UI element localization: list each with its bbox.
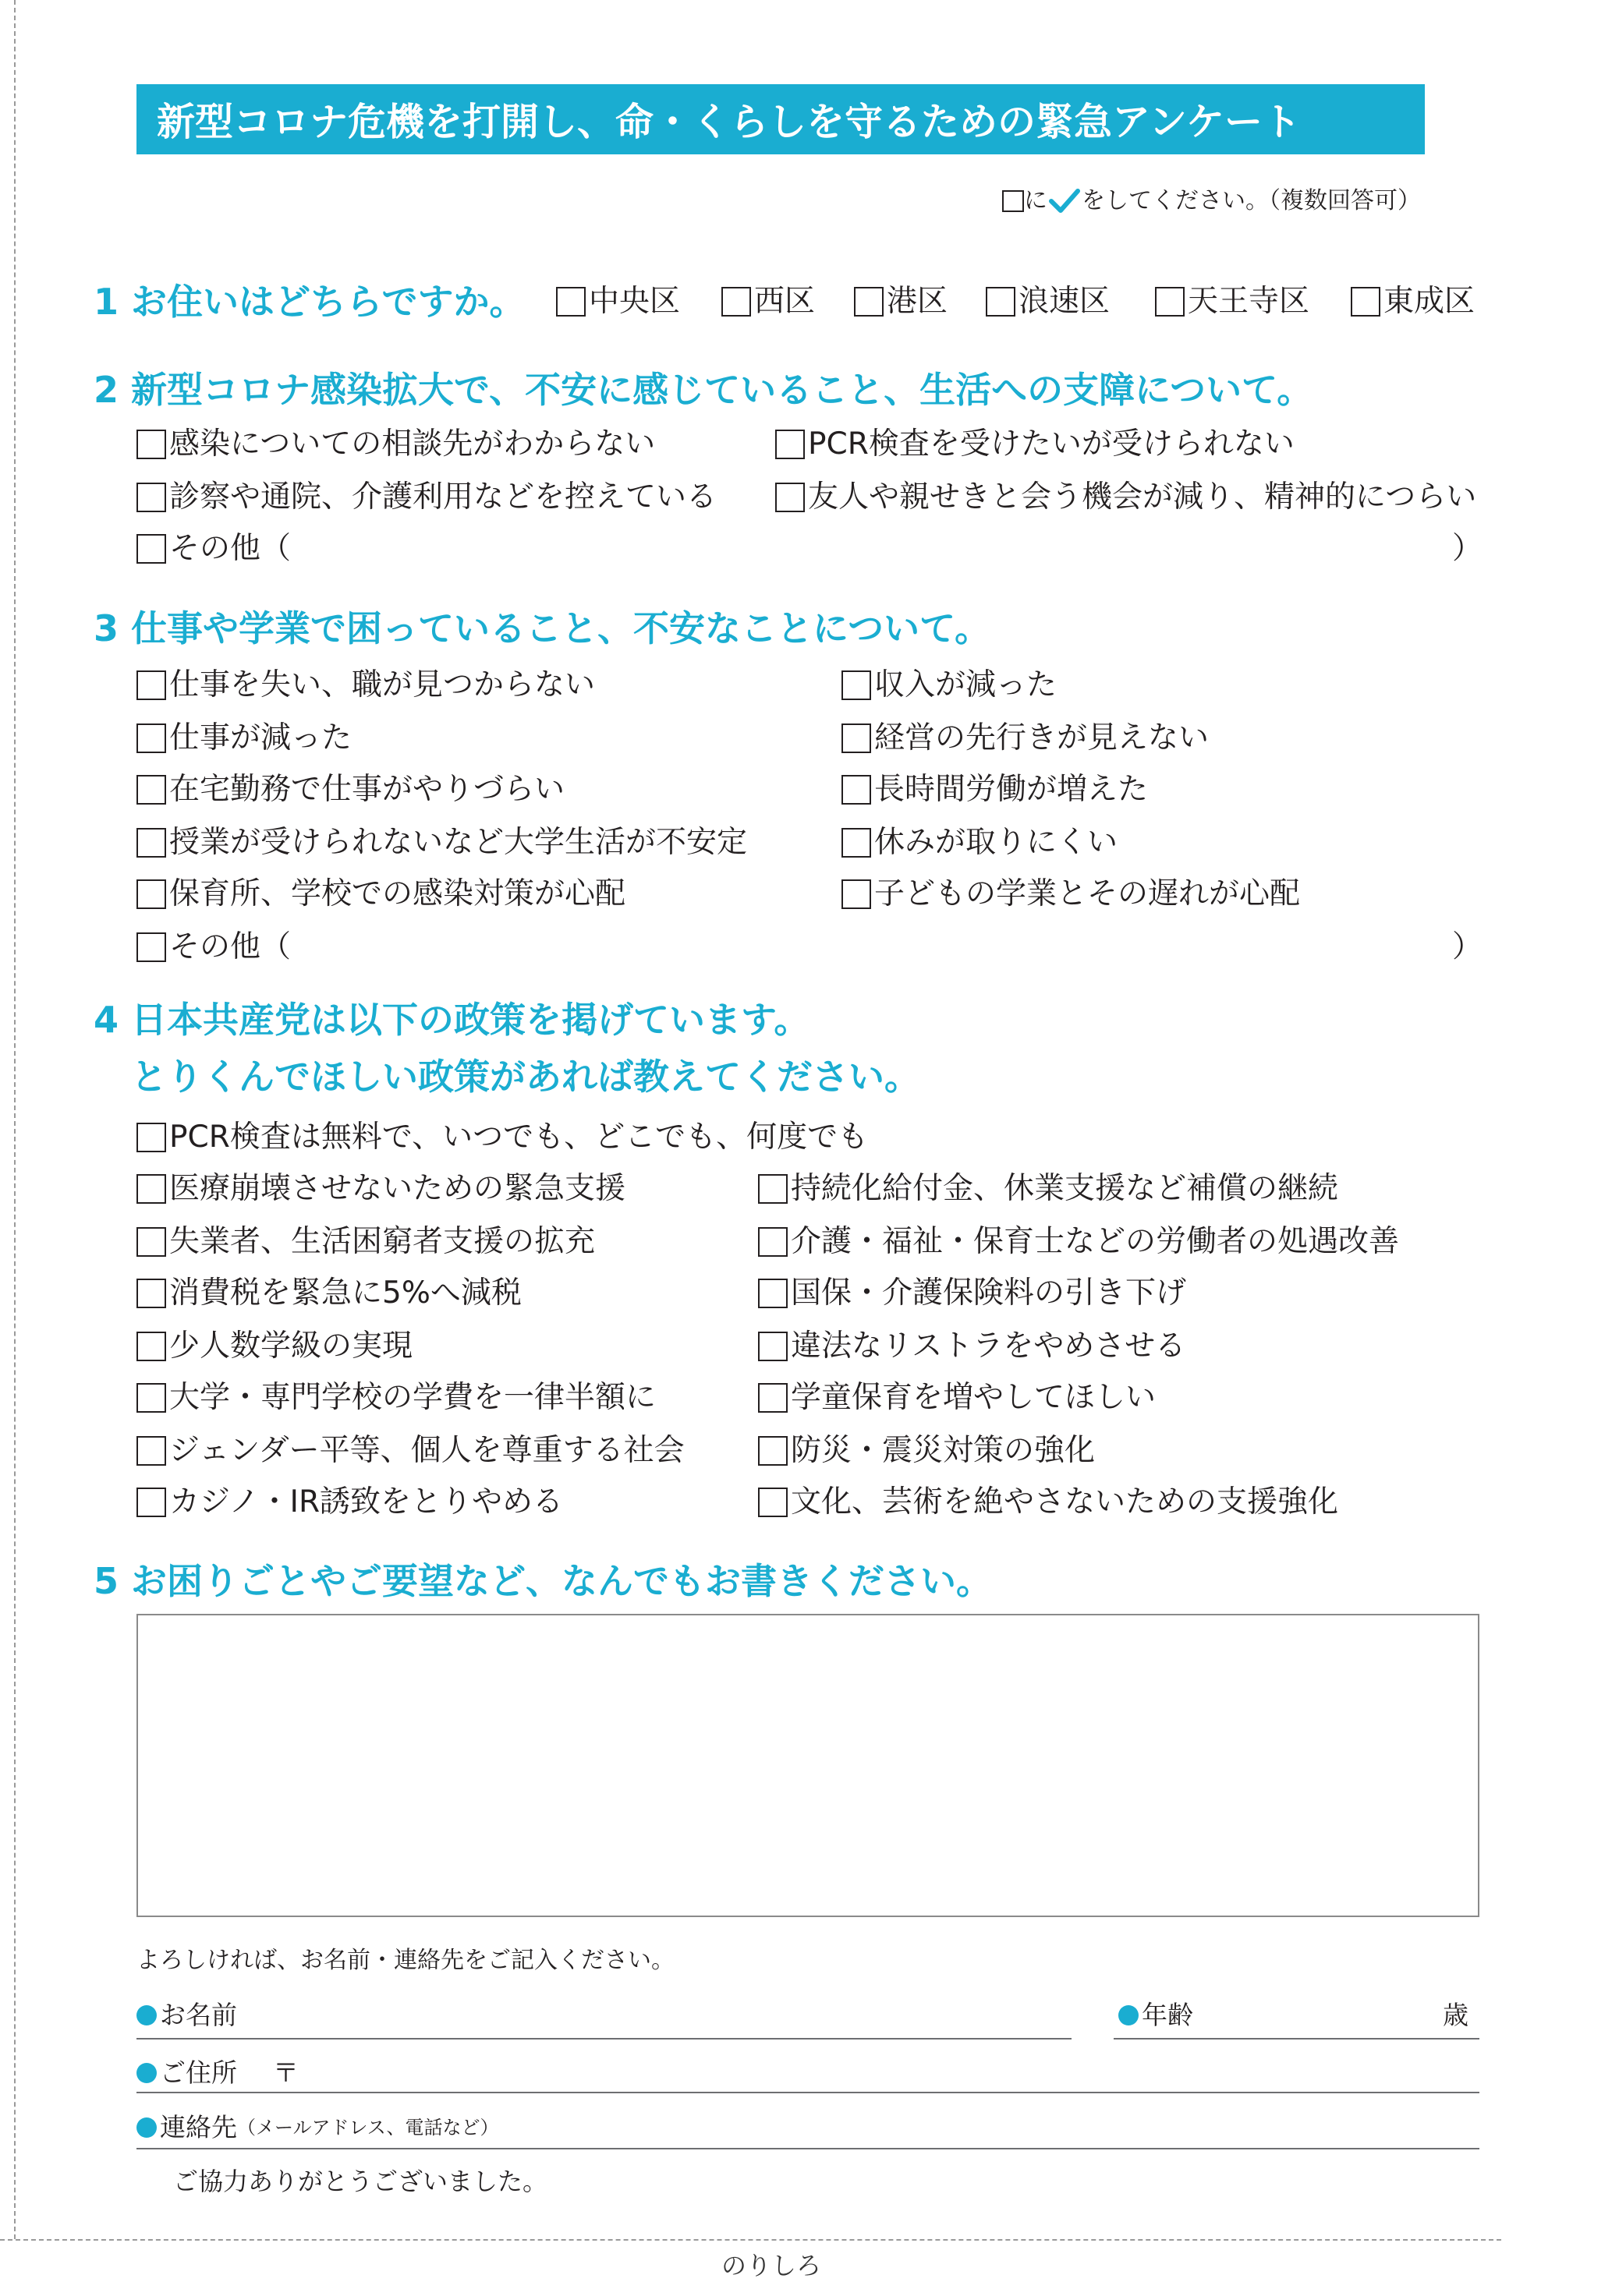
checkbox[interactable] [841,723,871,753]
checkbox[interactable] [136,879,166,909]
option-label: 介護・福祉・保育士などの労働者の処遇改善 [791,1224,1400,1259]
q4-option[interactable] [136,1275,522,1312]
check-mark-icon [1049,188,1080,214]
checkbox[interactable] [758,1488,788,1517]
checkbox[interactable] [854,287,884,317]
title-banner [136,84,1425,154]
q4-option[interactable] [758,1432,1095,1470]
q1-option[interactable] [1351,283,1475,320]
contact-intro: よろしければ、お名前・連絡先をご記入ください。 [136,1947,675,1974]
age-field[interactable] [1114,2038,1479,2040]
q3-option[interactable] [841,720,1209,757]
q4-question-line-1: 日本共産党は以下の政策を掲げています。 [131,999,810,1041]
q5-number: 5 [94,1560,119,1602]
q4-option[interactable] [758,1379,1156,1417]
q4-option[interactable] [758,1170,1338,1208]
contact-hint: （メールアドレス、電話など） [237,2117,499,2139]
free-comment-box[interactable] [136,1614,1479,1917]
option-label: ジェンダー平等、個人を尊重する社会 [169,1433,685,1468]
q4-option[interactable] [136,1484,563,1521]
q3-option[interactable] [136,720,352,757]
option-label: 長時間労働が増えた [874,772,1149,807]
option-label: 感染についての相談先がわからない [169,426,656,462]
option-label: 文化、芸術を絶やさないための支援強化 [791,1484,1339,1519]
instruction-part-2: をしてください。（複数回答可） [1082,187,1421,214]
q3-option[interactable] [841,771,1148,808]
checkbox[interactable] [721,287,751,317]
fold-label: のりしろ [721,2251,822,2280]
checkbox[interactable] [1351,287,1380,317]
checkbox[interactable] [136,1488,166,1517]
instruction-part-1: に [1024,187,1047,214]
option-label: カジノ・IR誘致をとりやめる [169,1484,564,1519]
address-field[interactable] [136,2092,1479,2093]
checkbox[interactable] [841,775,871,805]
checkbox[interactable] [775,430,805,459]
option-label: 浪速区 [1019,284,1111,319]
contact-label-text: 連絡先 [160,2112,237,2142]
q3-question: 仕事や学業で困っていること、不安なことについて。 [131,607,991,649]
q1-option[interactable] [1155,283,1309,320]
option-label: 中央区 [589,284,681,319]
checkbox[interactable] [775,483,805,512]
q1-question: お住いはどちらですか。 [131,281,526,323]
q4-option[interactable] [758,1484,1338,1521]
page-title: 新型コロナ危機を打開し、命・くらしを守るための緊急アンケート [157,100,1302,144]
checkbox[interactable] [136,1174,166,1204]
checkbox[interactable] [758,1383,788,1413]
q4-option[interactable] [136,1379,656,1417]
checkbox[interactable] [136,1332,166,1361]
checkbox[interactable] [841,670,871,700]
name-field[interactable] [136,2038,1072,2040]
q4-question-line-2: とりくんでほしい政策があれば教えてください。 [131,1056,920,1098]
q3-option[interactable] [136,667,595,704]
q2-option[interactable] [136,426,655,463]
checkbox[interactable] [758,1332,788,1361]
bullet-icon [136,2117,157,2138]
option-label: 在宅勤務で仕事がやりづらい [169,772,565,807]
q4-option[interactable] [136,1223,595,1261]
option-label: 保育所、学校での感染対策が心配 [169,876,626,911]
postal-mark: 〒 [273,2057,299,2088]
q2-question: 新型コロナ感染拡大で、不安に感じていること、生活への支障について。 [131,369,1313,411]
q4-option[interactable] [758,1223,1399,1261]
option-label: 休みが取りにくい [874,825,1118,860]
option-label: PCR検査は無料で、いつでも、どこでも、何度でも [169,1120,869,1155]
other-close-paren: ） [1452,531,1483,566]
name-label-text: お名前 [160,2000,237,2030]
bullet-icon [136,2005,157,2025]
q4-number: 4 [94,999,119,1041]
q4-option[interactable] [136,1328,413,1365]
option-label: 子どもの学業とその遅れが心配 [874,876,1301,911]
checkbox[interactable] [136,483,166,512]
q3-option[interactable] [841,667,1057,704]
checkbox[interactable] [136,723,166,753]
contact-field[interactable] [136,2148,1479,2149]
checkbox[interactable] [136,1227,166,1257]
contact-label [136,2112,499,2143]
checkbox[interactable] [136,932,166,962]
instruction [1002,186,1421,217]
checkbox[interactable] [136,1123,166,1152]
q2-option-other[interactable] [136,530,291,568]
checkbox[interactable] [758,1279,788,1308]
checkbox[interactable] [758,1174,788,1204]
q1-number: 1 [94,281,119,323]
option-label: 診察や通院、介護利用などを控えている [169,479,717,515]
q1-option[interactable] [986,283,1110,320]
age-unit: 歳 [1443,2000,1468,2030]
option-label: 経営の先行きが見えない [874,720,1210,755]
q1-option[interactable] [556,283,680,320]
option-label: 持続化給付金、休業支援など補償の継続 [791,1171,1339,1206]
q4-option[interactable] [136,1170,625,1208]
checkbox[interactable] [136,670,166,700]
checkbox[interactable] [758,1227,788,1257]
option-label: 友人や親せきと会う機会が減り、精神的につらい [808,479,1477,515]
option-label: 大学・専門学校の学費を一律半額に [169,1380,657,1415]
checkbox[interactable] [136,828,166,858]
checkbox[interactable] [758,1436,788,1466]
q2-option[interactable] [775,479,1476,516]
checkbox[interactable] [136,534,166,564]
checkbox[interactable] [136,1436,166,1466]
q3-option[interactable] [841,824,1118,861]
option-label: 西区 [754,284,816,319]
checkbox[interactable] [1155,287,1185,317]
option-label: PCR検査を受けたいが受けられない [808,426,1295,462]
q3-option[interactable] [841,876,1300,913]
address-label-text: ご住所 [160,2057,237,2088]
option-label: 天王寺区 [1188,284,1310,319]
name-label [136,2000,237,2031]
q3-option[interactable] [136,771,565,808]
checkbox-sample-icon [1002,190,1024,212]
option-label: 授業が受けられないなど大学生活が不安定 [169,825,748,860]
option-label: 違法なリストラをやめさせる [791,1328,1186,1364]
q1-option[interactable] [854,283,948,320]
option-label: 医療崩壊させないための緊急支援 [169,1171,626,1206]
option-label: 失業者、生活困窮者支援の拡充 [169,1224,596,1259]
other-label: その他（ [169,531,292,566]
checkbox[interactable] [986,287,1015,317]
option-label: 少人数学級の実現 [169,1328,413,1364]
option-label: 防災・震災対策の強化 [791,1433,1096,1468]
option-label: 学童保育を増やしてほしい [791,1380,1157,1415]
q2-number: 2 [94,369,119,411]
q4-option[interactable] [136,1432,685,1470]
checkbox[interactable] [841,828,871,858]
q2-option[interactable] [775,426,1295,463]
option-label: 国保・介護保険料の引き下げ [791,1275,1187,1311]
other-label: その他（ [169,929,292,964]
age-label-text: 年齢 [1142,2000,1193,2030]
option-label: 仕事を失い、職が見つからない [169,667,596,702]
age-label [1118,2000,1193,2031]
option-label: 消費税を緊急に5%へ減税 [169,1275,522,1311]
q3-number: 3 [94,607,119,649]
option-label: 港区 [887,284,948,319]
q2-option[interactable] [136,479,717,516]
q5-question: お困りごとやご要望など、なんでもお書きください。 [131,1560,992,1602]
q4-option-featured[interactable] [136,1119,868,1156]
address-label [136,2057,237,2089]
checkbox[interactable] [136,775,166,805]
q4-option[interactable] [758,1275,1186,1312]
checkbox[interactable] [136,1279,166,1308]
bullet-icon [136,2063,157,2083]
option-label: 東成区 [1383,284,1476,319]
q3-option[interactable] [136,824,747,861]
checkbox[interactable] [136,1383,166,1413]
q1-option[interactable] [721,283,815,320]
option-label: 収入が減った [874,667,1057,702]
option-label: 仕事が減った [169,720,352,755]
checkbox[interactable] [841,879,871,909]
bullet-icon [1118,2005,1139,2025]
q4-option[interactable] [758,1328,1185,1365]
other-close-paren: ） [1452,929,1483,964]
cut-line-horizontal [0,2239,1501,2241]
checkbox[interactable] [136,430,166,459]
cut-line-vertical [14,0,16,2239]
q3-option[interactable] [136,876,625,913]
checkbox[interactable] [556,287,586,317]
thanks-message: ご協力ありがとうございました。 [173,2167,548,2196]
q3-option-other[interactable] [136,929,291,966]
